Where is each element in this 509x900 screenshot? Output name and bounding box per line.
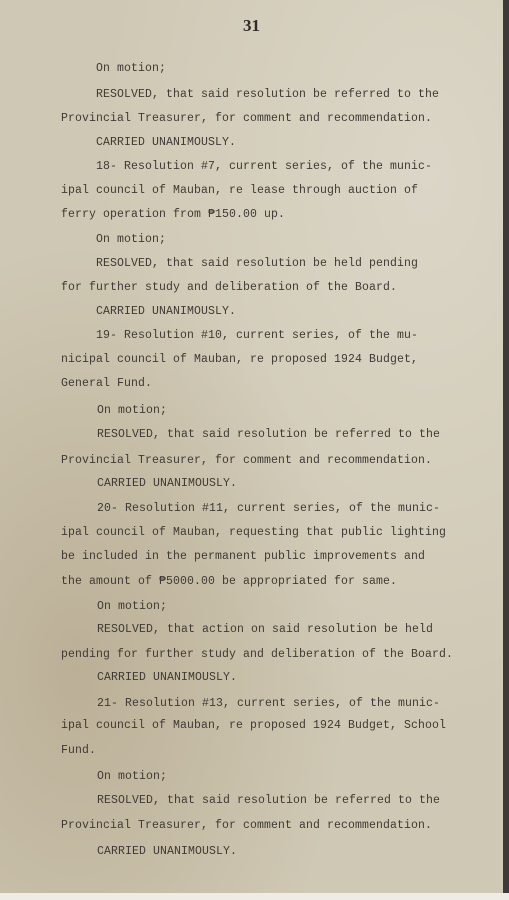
text-line: CARRIED UNANIMOUSLY. (96, 305, 237, 318)
text-line: the amount of ₱5000.00 be appropriated for same. (61, 575, 398, 588)
text-line: ipal council of Mauban, re lease through auction of (61, 184, 419, 197)
text-line: ipal council of Mauban, re proposed 1924 Budget, School (61, 719, 447, 732)
text-line: ferry operation from ₱150.00 up. (61, 208, 286, 221)
text-line: On motion; (97, 600, 168, 613)
text-line: RESOLVED, that said resolution be referred to the (97, 794, 441, 807)
text-line: Provincial Treasurer, for comment and recommendation. (61, 819, 433, 832)
text-line: RESOLVED, that action on said resolution be held (97, 623, 434, 636)
text-line: CARRIED UNANIMOUSLY. (96, 136, 237, 149)
text-line: nicipal council of Mauban, re proposed 1924 Budget, (61, 353, 419, 366)
text-line: 20- Resolution #11, current series, of the munic- (97, 502, 441, 515)
text-line: CARRIED UNANIMOUSLY. (97, 671, 238, 684)
text-line: for further study and deliberation of the Board. (61, 281, 398, 294)
scan-footer-strip (0, 893, 509, 900)
text-line: Provincial Treasurer, for comment and recommendation. (61, 454, 433, 467)
text-line: CARRIED UNANIMOUSLY. (97, 845, 238, 858)
text-line: 21- Resolution #13, current series, of the munic- (97, 697, 441, 710)
text-line: Fund. (61, 744, 97, 757)
text-line: be included in the permanent public improvements and (61, 550, 426, 563)
text-line: pending for further study and deliberation of the Board. (61, 648, 454, 661)
page-number: 31 (243, 16, 260, 35)
scan-edge (503, 0, 509, 893)
text-line: General Fund. (61, 377, 153, 390)
text-line: 19- Resolution #10, current series, of the mu- (96, 329, 419, 342)
text-line: On motion; (97, 404, 168, 417)
text-line: ipal council of Mauban, requesting that public lighting (61, 526, 447, 539)
text-line: RESOLVED, that said resolution be referred to the (97, 428, 441, 441)
text-line: 18- Resolution #7, current series, of the munic- (96, 160, 433, 173)
text-line: On motion; (97, 770, 168, 783)
text-line: Provincial Treasurer, for comment and recommendation. (61, 112, 433, 125)
text-line: On motion; (96, 233, 167, 246)
text-line: RESOLVED, that said resolution be referred to the (96, 88, 440, 101)
text-line: On motion; (96, 62, 167, 75)
text-line: RESOLVED, that said resolution be held pending (96, 257, 419, 270)
text-line: CARRIED UNANIMOUSLY. (97, 477, 238, 490)
